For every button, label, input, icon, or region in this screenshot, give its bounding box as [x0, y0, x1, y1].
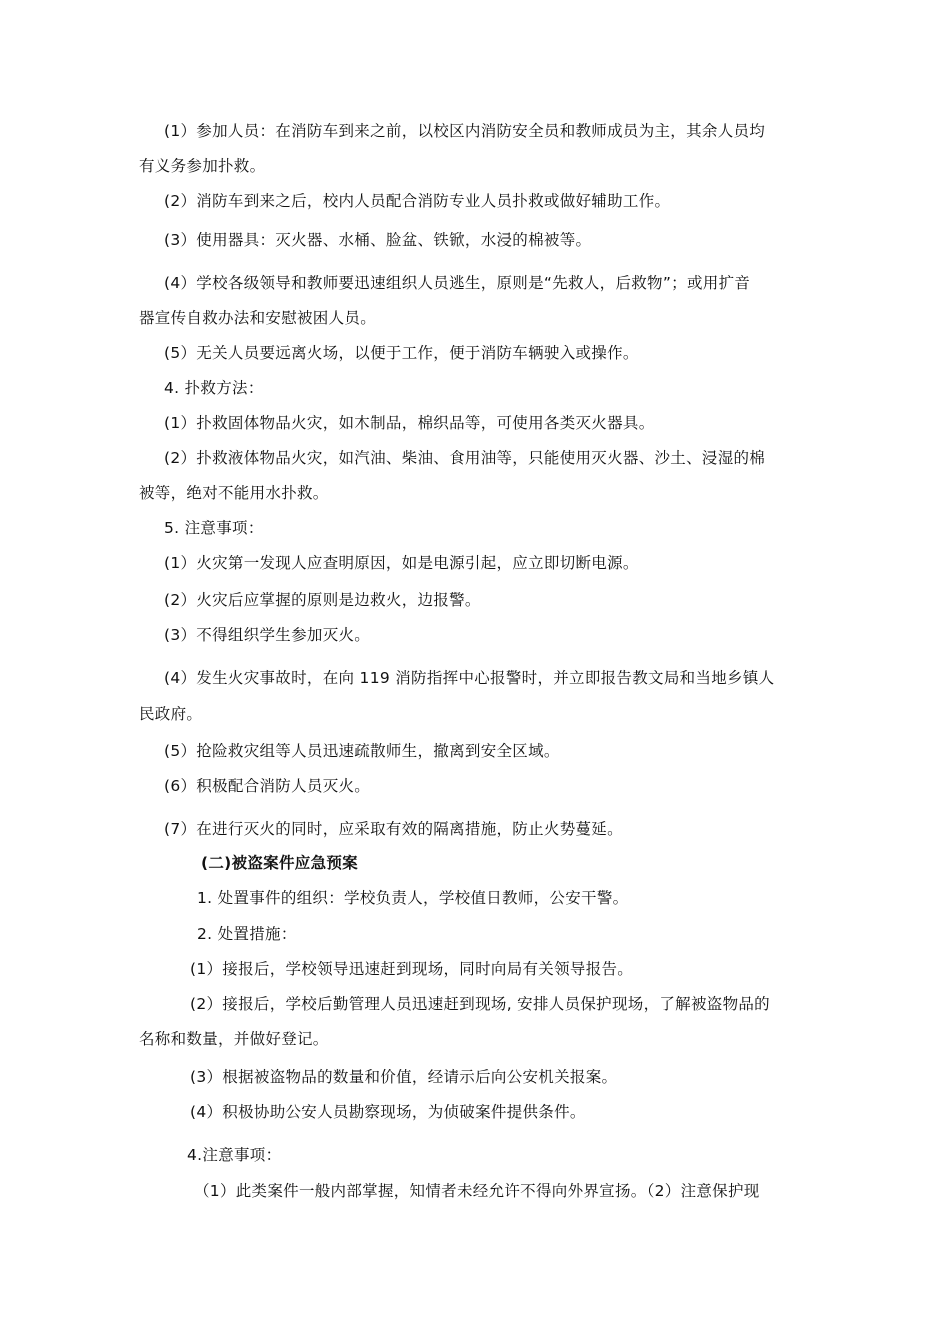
section-heading: 2. 处置措施： [197, 925, 297, 943]
text-line: (5）抢险救灾组等人员迅速疏散师生，撤离到安全区域。 [164, 742, 560, 760]
section-title: (二)被盗案件应急预案 [201, 854, 358, 872]
text-line: (2）接报后，学校后勤管理人员迅速赶到现场, 安排人员保护现场，了解被盗物品的 [190, 995, 770, 1013]
text-line: (5）无关人员要远离火场，以便于工作，便于消防车辆驶入或操作。 [164, 344, 639, 362]
section-heading: 5. 注意事项： [164, 519, 264, 537]
text-line: (3）根据被盗物品的数量和价值，经请示后向公安机关报案。 [190, 1068, 618, 1086]
text-line: (1）火灾第一发现人应查明原因，如是电源引起，应立即切断电源。 [164, 554, 639, 572]
text-line: （1）此类案件一般内部掌握，知情者未经允许不得向外界宣扬。（2）注意保护现 [194, 1182, 760, 1200]
text-line: 名称和数量，并做好登记。 [139, 1030, 329, 1048]
section-heading: 4.注意事项： [187, 1146, 282, 1164]
text-line: (7）在进行灭火的同时，应采取有效的隔离措施，防止火势蔓延。 [164, 820, 623, 838]
text-line: (3）不得组织学生参加灭火。 [164, 626, 371, 644]
text-line: (2）消防车到来之后，校内人员配合消防专业人员扑救或做好辅助工作。 [164, 192, 671, 210]
section-heading: 4. 扑救方法： [164, 379, 264, 397]
text-line: (1）接报后，学校领导迅速赶到现场，同时向局有关领导报告。 [190, 960, 634, 978]
text-line: (4）积极协助公安人员勘察现场，为侦破案件提供条件。 [190, 1103, 586, 1121]
text-line: (6）积极配合消防人员灭火。 [164, 777, 371, 795]
text-line: (4）发生火灾事故时，在向 119 消防指挥中心报警时，并立即报告教文局和当地乡镇人 [164, 669, 775, 687]
text-line: (2）扑救液体物品火灾，如汽油、柴油、食用油等，只能使用灭火器、沙土、浸湿的棉 [164, 449, 766, 467]
text-line: 民政府。 [139, 705, 203, 723]
text-line: (2）火灾后应掌握的原则是边救火，边报警。 [164, 591, 481, 609]
text-line: (3）使用器具：灭火器、水桶、脸盆、铁锨，水浸的棉被等。 [164, 231, 592, 249]
text-line: 有义务参加扑救。 [139, 157, 266, 175]
text-line: (1）参加人员：在消防车到来之前，以校区内消防安全员和教师成员为主，其余人员均 [164, 122, 766, 140]
text-line: (1）扑救固体物品火灾，如木制品，棉织品等，可使用各类灭火器具。 [164, 414, 655, 432]
text-line: 1. 处置事件的组织：学校负责人，学校值日教师，公安干警。 [197, 889, 629, 907]
text-line: 被等，绝对不能用水扑救。 [139, 484, 329, 502]
text-line: 器宣传自救办法和安慰被困人员。 [139, 309, 377, 327]
text-line: (4）学校各级领导和教师要迅速组织人员逃生，原则是“先救人，后救物”；或用扩音 [164, 274, 751, 292]
